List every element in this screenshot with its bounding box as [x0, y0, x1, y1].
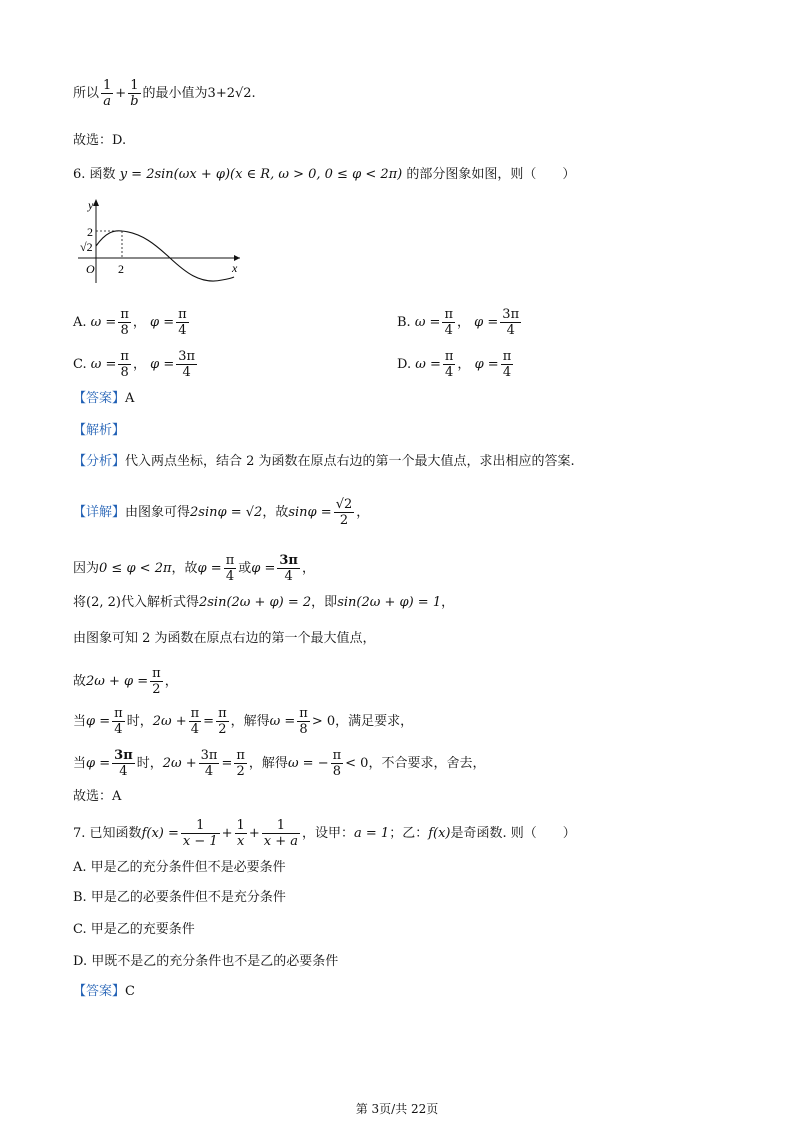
- text: 是奇函数. 则（ ）: [450, 826, 576, 841]
- text: ，不合要求，舍去，: [368, 756, 486, 771]
- detail-line-1: 【详解】由图象可得2sinφ = √2，故sinφ = $\frac{√2}{2}$ ，: [73, 497, 370, 528]
- answer-tag: 【答案】: [73, 984, 126, 999]
- text: ，解得: [248, 756, 288, 771]
- expr: f(x): [428, 826, 451, 841]
- function-expression: y = 2sin(ωx + φ)(x ∈ R, ω > 0, 0 ≤ φ < 2π): [119, 167, 403, 182]
- y-tick-sqrt2: √2: [80, 240, 93, 254]
- text: ，设甲：: [301, 826, 354, 841]
- question-6-stem: [73, 165, 575, 185]
- fraction-1-over-b: $\frac{1}{b}$: [130, 78, 139, 109]
- y-axis-arrow: [93, 199, 99, 206]
- expr: φ =: [86, 714, 111, 729]
- expr: 2ω +: [152, 714, 187, 729]
- option-a[interactable]: A. ω = $\frac{\pi}{8}$ ， φ = $\frac{\pi}{4}$: [73, 307, 187, 338]
- text: 当: [73, 714, 87, 729]
- text: 函数: [89, 167, 116, 182]
- answer-value: C: [125, 984, 135, 999]
- expr: 0 ≤ φ < 2π: [99, 561, 172, 576]
- answer-a: 故选：A: [73, 789, 122, 804]
- option-label: A.: [73, 315, 87, 330]
- fenxi-text: 代入两点坐标，结合 2 为函数在原点右边的第一个最大值点，求出相应的答案.: [125, 454, 575, 469]
- text: ；乙：: [389, 826, 429, 841]
- text: ，满足要求，: [335, 714, 414, 729]
- expr: =: [203, 714, 215, 729]
- option-b[interactable]: B. ω = $\frac{\pi}{4}$ ， φ = $\frac{3\pi}{4}$: [397, 307, 520, 338]
- question-number: 7.: [73, 826, 86, 841]
- detail-line-3: [73, 593, 454, 613]
- question-7-stem: 7. 已知函数f(x) = $\frac{1}{x - 1}$ + $\frac{1}{x}$ + $\frac{1}{x + a}$ ，设甲：a = 1；乙：f(x)是奇函数. 则（ ）: [73, 818, 576, 849]
- origin-label: O: [86, 262, 95, 276]
- expr: 2sin(2ω + φ) = 2: [198, 595, 312, 610]
- expr: ω =: [269, 714, 296, 729]
- expr: a = 1: [354, 826, 390, 841]
- text: ，故: [171, 561, 198, 576]
- sine-graph: [70, 195, 250, 290]
- text: ，故: [262, 505, 289, 520]
- solution-line-min-value: [73, 78, 256, 109]
- text: ，解得: [230, 714, 270, 729]
- fenxi-tag: 【分析】: [73, 454, 126, 469]
- y-tick-2: 2: [87, 225, 93, 239]
- x-tick-2: 2: [118, 262, 124, 276]
- answer-value: A: [125, 391, 135, 406]
- detail-line-7: 当φ = $\frac{3\pi}{4}$ 时，2ω + $\frac{3\pi}{4}$ = $\frac{\pi}{2}$ ，解得ω = − $\frac{\pi}{8}$ < 0，不合要求，舍去，: [73, 748, 486, 779]
- fenxi-line: [73, 452, 575, 472]
- q7-option-b[interactable]: B. 甲是乙的必要条件但不是充分条件: [73, 890, 286, 905]
- expr: 2ω +: [162, 756, 197, 771]
- text: 由图象可得: [125, 505, 191, 520]
- plus-sign: +: [115, 86, 127, 101]
- text: 时，: [136, 756, 163, 771]
- text: 所以: [73, 86, 100, 101]
- answer-choice-d: 故选：D.: [73, 133, 127, 148]
- question-number: 6.: [73, 167, 86, 182]
- option-label: D.: [397, 357, 412, 372]
- text: 的最小值为: [142, 86, 208, 101]
- expr: φ =: [251, 561, 276, 576]
- expr: 2ω + φ =: [86, 674, 149, 689]
- page-footer: 第 3页/共 22页: [355, 1102, 439, 1116]
- text: 将: [73, 595, 87, 610]
- answer-tag: 【答案】: [73, 391, 126, 406]
- text: 当: [73, 756, 87, 771]
- detail-line-2: 因为0 ≤ φ < 2π，故φ = $\frac{\pi}{4}$ 或φ = $\frac{3\pi}{4}$ ，: [73, 553, 315, 584]
- expr: φ =: [86, 756, 111, 771]
- expr: < 0: [345, 756, 369, 771]
- text: 代入解析式得: [120, 595, 199, 610]
- text: ，: [441, 595, 455, 610]
- expr: sinφ =: [288, 505, 332, 520]
- text: ，: [356, 505, 370, 520]
- y-label: y: [88, 198, 94, 212]
- expr: f(x) =: [141, 826, 179, 841]
- text: 或: [238, 561, 252, 576]
- option-c[interactable]: C. ω = $\frac{\pi}{8}$ ， φ = $\frac{3\pi}{4}$: [73, 349, 196, 380]
- min-value: 3+2√2: [207, 86, 252, 101]
- analysis-tag: 【解析】: [73, 423, 126, 438]
- detail-line-6: 当φ = $\frac{\pi}{4}$ 时，2ω + $\frac{\pi}{4}$ = $\frac{\pi}{2}$ ，解得ω = $\frac{\pi}{8}$ > 0，满足要求，: [73, 706, 414, 737]
- option-label: B.: [397, 315, 411, 330]
- answer-7: [73, 982, 135, 1002]
- period: .: [251, 86, 256, 101]
- q7-option-d[interactable]: D. 甲既不是乙的充分条件也不是乙的必要条件: [73, 954, 339, 969]
- expr: (2, 2): [86, 595, 121, 610]
- text: 已知函数: [89, 826, 142, 841]
- expr: =: [221, 756, 233, 771]
- text: ，即: [311, 595, 338, 610]
- x-label: x: [232, 261, 238, 275]
- expr: sin(2ω + φ) = 1: [337, 595, 442, 610]
- detail-tag: 【详解】: [73, 505, 126, 520]
- expr: ω = −: [287, 756, 329, 771]
- q7-option-c[interactable]: C. 甲是乙的充要条件: [73, 922, 195, 937]
- q7-option-a[interactable]: A. 甲是乙的充分条件但不是必要条件: [73, 860, 286, 875]
- sine-curve: [96, 231, 234, 281]
- detail-line-5: 故2ω + φ = $\frac{\pi}{2}$ ，: [73, 666, 178, 697]
- text: 的部分图象如图，则（ ）: [406, 167, 576, 182]
- expr: 2sinφ = √2: [190, 505, 263, 520]
- detail-line-4: 由图象可知 2 为函数在原点右边的第一个最大值点，: [73, 631, 376, 646]
- answer-6: [73, 389, 134, 409]
- expr: φ =: [197, 561, 222, 576]
- text: 时，: [126, 714, 153, 729]
- option-label: C.: [73, 357, 87, 372]
- text: ，: [164, 674, 178, 689]
- text: 故: [73, 674, 87, 689]
- fraction-1-over-a: $\frac{1}{a}$: [103, 78, 112, 109]
- expr: > 0: [311, 714, 336, 729]
- option-d[interactable]: D. ω = $\frac{\pi}{4}$ ， φ = $\frac{\pi}{4}$: [397, 349, 512, 380]
- text: 因为: [73, 561, 100, 576]
- text: ，: [301, 561, 315, 576]
